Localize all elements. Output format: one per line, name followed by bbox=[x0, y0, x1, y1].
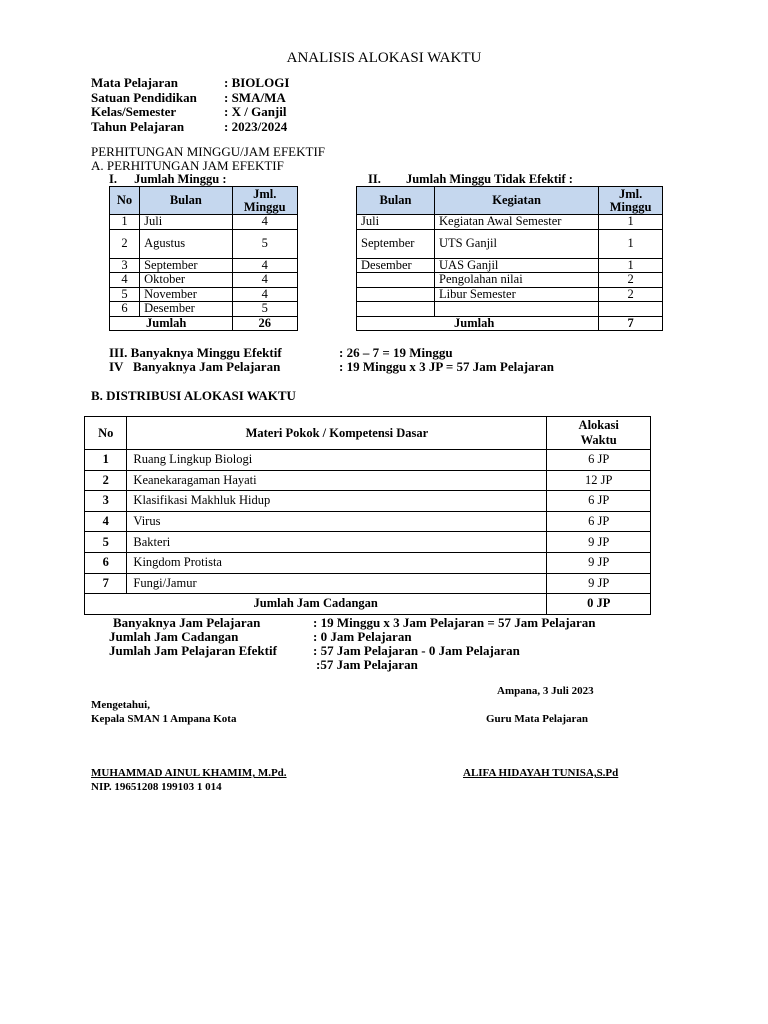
summary-label: Jumlah Jam Pelajaran Efektif bbox=[109, 643, 277, 658]
table-row bbox=[85, 511, 651, 532]
cell-material: Virus bbox=[127, 511, 547, 532]
cell-month: Oktober bbox=[140, 273, 232, 288]
table-row bbox=[110, 302, 298, 317]
cell-no: 3 bbox=[85, 491, 127, 512]
summary-row bbox=[109, 644, 596, 658]
cell-allocation: 6 JP bbox=[547, 511, 651, 532]
cell-activity: Kegiatan Awal Semester bbox=[435, 215, 599, 230]
effective-label: IV Banyaknya Jam Pelajaran bbox=[109, 359, 281, 374]
cell-no: 5 bbox=[110, 287, 140, 302]
cell-allocation: 9 JP bbox=[547, 573, 651, 594]
info-row bbox=[91, 76, 289, 91]
info-label: Kelas/Semester bbox=[91, 104, 177, 119]
cell-weeks: 1 bbox=[599, 258, 663, 273]
table-row bbox=[85, 552, 651, 573]
acknowledged-label: Mengetahui, bbox=[91, 699, 150, 711]
cell-month: Juli bbox=[140, 215, 232, 230]
distribution-table bbox=[84, 416, 651, 615]
distribution-header-allocation: Alokasi Waktu bbox=[547, 417, 651, 450]
hours-summary bbox=[109, 616, 596, 672]
info-row bbox=[91, 120, 289, 135]
cell-no: 6 bbox=[85, 552, 127, 573]
distribution-header-material: Materi Pokok / Kompetensi Dasar bbox=[127, 417, 547, 450]
section-b-heading: B. DISTRIBUSI ALOKASI WAKTU bbox=[91, 388, 296, 403]
cell-no: 7 bbox=[85, 573, 127, 594]
effective-summary bbox=[109, 346, 554, 374]
non-effective-header-month: Bulan bbox=[357, 187, 435, 215]
cell-no: 5 bbox=[85, 532, 127, 553]
effective-row bbox=[109, 346, 554, 360]
weeks-header-count: Jml. Minggu bbox=[232, 187, 297, 215]
cell-weeks: 4 bbox=[232, 258, 297, 273]
summary-label: Banyaknya Jam Pelajaran bbox=[113, 615, 261, 630]
effective-value: : 19 Minggu x 3 JP = 57 Jam Pelajaran bbox=[339, 359, 555, 374]
table-row bbox=[357, 215, 663, 230]
non-effective-table bbox=[356, 186, 663, 331]
cell-no: 6 bbox=[110, 302, 140, 317]
cell-weeks: 5 bbox=[232, 229, 297, 258]
total-value: 26 bbox=[232, 316, 297, 331]
table-row bbox=[357, 229, 663, 258]
cell-no: 2 bbox=[110, 229, 140, 258]
info-row bbox=[91, 91, 289, 106]
table-row bbox=[85, 470, 651, 491]
part2-number: II. bbox=[368, 172, 381, 186]
cell-no: 1 bbox=[110, 215, 140, 230]
cell-weeks bbox=[599, 302, 663, 317]
info-value: : BIOLOGI bbox=[224, 75, 290, 90]
principal-role: Kepala SMAN 1 Ampana Kota bbox=[91, 713, 237, 725]
total-label: Jumlah bbox=[357, 316, 599, 331]
cell-weeks: 1 bbox=[599, 215, 663, 230]
cell-material: Fungi/Jamur bbox=[127, 573, 547, 594]
table-total-row bbox=[85, 594, 651, 615]
weeks-header-no: No bbox=[110, 187, 140, 215]
info-label: Satuan Pendidikan bbox=[91, 89, 197, 105]
cell-month bbox=[357, 302, 435, 317]
cell-weeks: 4 bbox=[232, 215, 297, 230]
effective-row bbox=[109, 360, 554, 374]
cell-activity: Libur Semester bbox=[435, 287, 599, 302]
table-row bbox=[85, 491, 651, 512]
page-title: ANALISIS ALOKASI WAKTU bbox=[286, 50, 482, 66]
part2-label: Jumlah Minggu Tidak Efektif : bbox=[405, 172, 573, 186]
cell-weeks: 2 bbox=[599, 273, 663, 288]
cell-allocation: 6 JP bbox=[547, 450, 651, 471]
table-row bbox=[110, 258, 298, 273]
summary-value: : 57 Jam Pelajaran - 0 Jam Pelajaran bbox=[313, 643, 520, 658]
summary-value: : 19 Minggu x 3 Jam Pelajaran = 57 Jam Pelajaran bbox=[313, 615, 596, 630]
table-row bbox=[110, 215, 298, 230]
info-label: Tahun Pelajaran bbox=[91, 118, 185, 134]
cell-month: Agustus bbox=[140, 229, 232, 258]
cell-no: 2 bbox=[85, 470, 127, 491]
info-value: : X / Ganjil bbox=[224, 104, 287, 119]
total-value: 7 bbox=[599, 316, 663, 331]
cell-weeks: 4 bbox=[232, 273, 297, 288]
info-row bbox=[91, 105, 289, 120]
summary-label: Jumlah Jam Cadangan bbox=[109, 629, 239, 644]
cell-material: Klasifikasi Makhluk Hidup bbox=[127, 491, 547, 512]
cell-no: 4 bbox=[85, 511, 127, 532]
non-effective-header-count: Jml. Minggu bbox=[599, 187, 663, 215]
principal-name: MUHAMMAD AINUL KHAMIM, M.Pd. bbox=[91, 767, 287, 779]
cell-no: 1 bbox=[85, 450, 127, 471]
teacher-name: ALIFA HIDAYAH TUNISA,S.Pd bbox=[463, 767, 619, 779]
cell-activity bbox=[435, 302, 599, 317]
distribution-header-no: No bbox=[85, 417, 127, 450]
table-row bbox=[357, 258, 663, 273]
cell-activity: UTS Ganjil bbox=[435, 229, 599, 258]
effective-value: : 26 – 7 = 19 Minggu bbox=[339, 345, 453, 360]
cell-month: Juli bbox=[357, 215, 435, 230]
cell-weeks: 5 bbox=[232, 302, 297, 317]
cell-weeks: 4 bbox=[232, 287, 297, 302]
info-value: : SMA/MA bbox=[224, 89, 286, 105]
effective-label: III. Banyaknya Minggu Efektif bbox=[109, 345, 282, 360]
section-a-heading: A. PERHITUNGAN JAM EFEKTIF bbox=[91, 158, 284, 173]
table-row bbox=[357, 273, 663, 288]
summary-row bbox=[109, 630, 596, 644]
part2-heading bbox=[368, 172, 573, 187]
total-label: Jumlah bbox=[110, 316, 233, 331]
info-label: Mata Pelajaran bbox=[91, 75, 179, 90]
cell-month bbox=[357, 273, 435, 288]
total-value: 0 JP bbox=[547, 594, 651, 615]
cell-month: September bbox=[140, 258, 232, 273]
weeks-table bbox=[109, 186, 298, 331]
summary-value: : 0 Jam Pelajaran bbox=[313, 629, 412, 644]
table-row bbox=[85, 573, 651, 594]
summary-row bbox=[109, 658, 596, 672]
summary-value: :57 Jam Pelajaran bbox=[316, 657, 418, 672]
cell-month: Desember bbox=[140, 302, 232, 317]
cell-month: November bbox=[140, 287, 232, 302]
non-effective-header-activity: Kegiatan bbox=[435, 187, 599, 215]
total-label: Jumlah Jam Cadangan bbox=[85, 594, 547, 615]
part1-number: I. bbox=[109, 172, 117, 186]
table-row bbox=[357, 287, 663, 302]
cell-allocation: 9 JP bbox=[547, 552, 651, 573]
table-total-row bbox=[357, 316, 663, 331]
cell-weeks: 2 bbox=[599, 287, 663, 302]
cell-month: Desember bbox=[357, 258, 435, 273]
info-block bbox=[91, 76, 289, 134]
info-value: : 2023/2024 bbox=[224, 118, 288, 134]
table-row bbox=[85, 532, 651, 553]
part1-heading bbox=[109, 172, 227, 187]
cell-material: Kingdom Protista bbox=[127, 552, 547, 573]
cell-activity: UAS Ganjil bbox=[435, 258, 599, 273]
table-row bbox=[85, 450, 651, 471]
table-total-row bbox=[110, 316, 298, 331]
cell-material: Keanekaragaman Hayati bbox=[127, 470, 547, 491]
weeks-header-month: Bulan bbox=[140, 187, 232, 215]
cell-material: Ruang Lingkup Biologi bbox=[127, 450, 547, 471]
cell-activity: Pengolahan nilai bbox=[435, 273, 599, 288]
table-row bbox=[110, 229, 298, 258]
cell-no: 4 bbox=[110, 273, 140, 288]
table-row bbox=[110, 273, 298, 288]
summary-row bbox=[109, 616, 596, 630]
table-row bbox=[357, 302, 663, 317]
place-date: Ampana, 3 Juli 2023 bbox=[497, 685, 594, 697]
cell-material: Bakteri bbox=[127, 532, 547, 553]
principal-nip: NIP. 19651208 199103 1 014 bbox=[91, 781, 222, 793]
cell-weeks: 1 bbox=[599, 229, 663, 258]
cell-month bbox=[357, 287, 435, 302]
cell-allocation: 9 JP bbox=[547, 532, 651, 553]
table-row bbox=[110, 287, 298, 302]
part1-label: Jumlah Minggu : bbox=[134, 172, 227, 186]
teacher-role: Guru Mata Pelajaran bbox=[486, 713, 589, 725]
summary-label bbox=[109, 658, 316, 672]
cell-allocation: 12 JP bbox=[547, 470, 651, 491]
cell-month: September bbox=[357, 229, 435, 258]
section-main-heading: PERHITUNGAN MINGGU/JAM EFEKTIF bbox=[91, 144, 325, 159]
cell-allocation: 6 JP bbox=[547, 491, 651, 512]
cell-no: 3 bbox=[110, 258, 140, 273]
